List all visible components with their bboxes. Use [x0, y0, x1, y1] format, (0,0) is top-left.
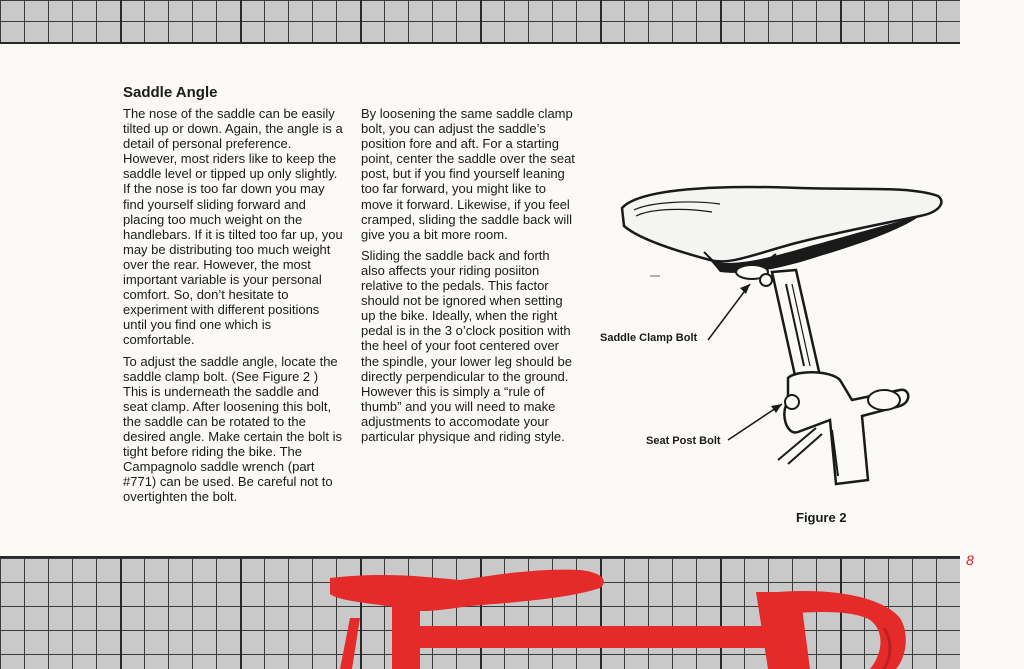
figure-caption: Figure 2	[796, 510, 847, 525]
bottom-grid-band	[0, 556, 960, 669]
paragraph: Sliding the saddle back and forth also affects your riding posiiton relative to the pedals. This factor should not be ignored when setting up the bike. Ideally, when the right pedal is in the 3 o’clock position with the heel of your foot centered over the spindle, your lower leg should be directly perpendicular to the ground. However this is simply a “rule of thumb” and you will need to make adjustments to accomodate your particular physique and riding style.	[361, 247, 573, 444]
bicycle-frame-graphic	[0, 558, 960, 669]
grid-divider	[840, 0, 842, 42]
page-number: 8	[966, 552, 974, 568]
paragraph: The nose of the saddle can be easily tilted up or down. Again, the angle is a detail of personal preference. However, most riders like to keep the saddle level or tipped up only slightly. If the nose is too far down you may find yourself sliding forward and placing too much weight on the handlebars. If it is tilted too far up, you may be distributing too much weight over the rear. However, the most important variable is your personal comfort. So, don’t hesitate to experiment with different positions until you find one which is comfortable.	[123, 106, 343, 348]
grid-divider	[120, 0, 122, 42]
grid-divider	[240, 0, 242, 42]
saddle-seatpost-illustration	[600, 180, 960, 510]
paragraph: By loosening the same saddle clamp bolt, you can adjust the saddle’s position fore and aft. For a starting point, center the saddle over the seat post, but if you find yourself leaning too far forward, you might like to move it forward. Likewise, if you feel cramped, sliding the saddle back will give you a bit more room.	[361, 106, 575, 242]
text-column-left	[123, 106, 345, 510]
text-column-right	[361, 106, 575, 450]
top-grid-band	[0, 0, 960, 44]
section-heading: Saddle Angle	[123, 84, 218, 101]
paragraph: To adjust the saddle angle, locate the saddle clamp bolt. (See Figure 2 ) This is underneath the saddle and seat clamp. After loosening this bolt, the saddle can be rotated to the desired angle. Make certain the bolt is tight before riding the bike. The Campagnolo saddle wrench (part #771) can be used. Be careful not to overtighten the bolt.	[123, 353, 342, 505]
callout-saddle-clamp-bolt: Saddle Clamp Bolt	[600, 332, 698, 344]
callout-seat-post-bolt: Seat Post Bolt	[646, 435, 721, 447]
grid-divider	[720, 0, 722, 42]
grid-divider	[480, 0, 482, 42]
grid-divider	[600, 0, 602, 42]
grid-divider	[360, 0, 362, 42]
